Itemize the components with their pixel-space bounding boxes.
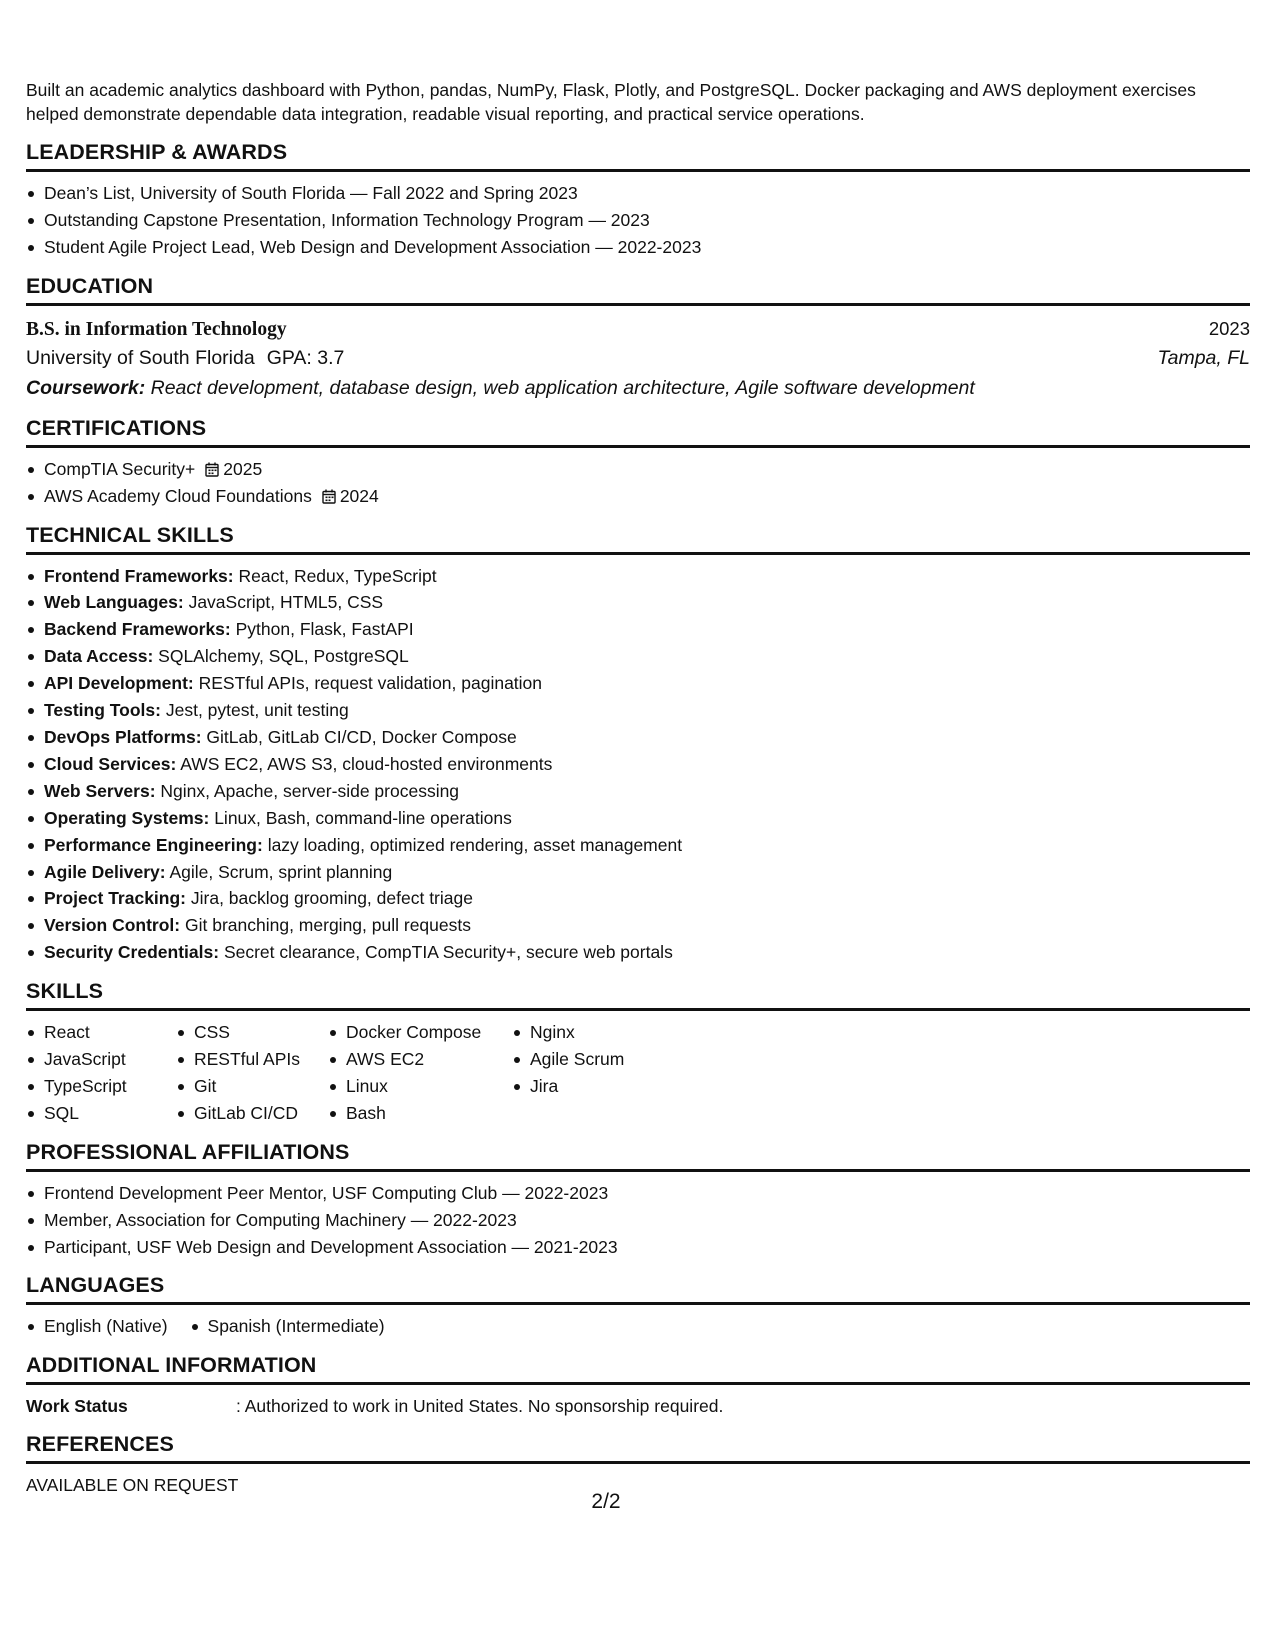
skill-category: Cloud Services:: [44, 753, 177, 774]
list-item: [44, 859, 1250, 886]
section-title-skills: SKILLS: [26, 977, 1250, 1011]
skill-category: Version Control:: [44, 915, 181, 936]
list-item: [44, 697, 1250, 724]
skill-category: Backend Frameworks:: [44, 619, 231, 640]
calendar-icon: [205, 462, 219, 477]
skill-category: Security Credentials:: [44, 942, 220, 963]
coursework: [26, 373, 1250, 403]
skill-values: SQLAlchemy, SQL, PostgreSQL: [158, 646, 409, 667]
list-item: Spanish (Intermediate): [208, 1313, 385, 1340]
list-item: [44, 912, 1250, 939]
list-item: [44, 670, 1250, 697]
languages-section: [26, 1271, 1250, 1340]
list-item: Jira: [530, 1073, 670, 1100]
list-item: [44, 724, 1250, 751]
list-item: Frontend Development Peer Mentor, USF Computing Club — 2022-2023: [44, 1180, 1250, 1207]
skill-category: Data Access:: [44, 646, 154, 667]
gpa: GPA: 3.7: [266, 346, 345, 369]
list-item: JavaScript: [44, 1046, 170, 1073]
certification-year: 2024: [339, 485, 379, 506]
list-item: Outstanding Capstone Presentation, Information Technology Program — 2023: [44, 207, 1250, 234]
skill-category: Testing Tools:: [44, 700, 161, 721]
list-item: [44, 589, 1250, 616]
skills-section: [26, 977, 1250, 1127]
skill-values: Linux, Bash, command-line operations: [214, 807, 512, 828]
list-item: [44, 805, 1250, 832]
skill-category: Frontend Frameworks:: [44, 565, 234, 586]
degree-row: [26, 314, 1250, 344]
school-row: [26, 344, 1250, 373]
page-number: 2/2: [591, 1490, 621, 1513]
skill-values: GitLab, GitLab CI/CD, Docker Compose: [206, 726, 517, 747]
skills-column: [176, 1019, 322, 1127]
additional-info-section: [26, 1351, 1250, 1419]
affiliations-section: [26, 1138, 1250, 1261]
certification-name: AWS Academy Cloud Foundations: [44, 485, 312, 506]
section-title-leadership: LEADERSHIP & AWARDS: [26, 138, 1250, 172]
list-item: [44, 778, 1250, 805]
education-section: [26, 272, 1250, 403]
list-item: Member, Association for Computing Machinery — 2022-2023: [44, 1207, 1250, 1234]
list-item: [44, 563, 1250, 590]
list-item: [44, 643, 1250, 670]
list-item: Participant, USF Web Design and Development Association — 2021-2023: [44, 1234, 1250, 1261]
graduation-year: 2023: [1208, 317, 1250, 339]
leadership-list: [26, 180, 1250, 261]
section-title-certifications: CERTIFICATIONS: [26, 414, 1250, 448]
skill-values: React, Redux, TypeScript: [238, 565, 437, 586]
school-location: Tampa, FL: [1157, 346, 1250, 369]
coursework-text: React development, database design, web application architecture, Agile software development: [150, 376, 975, 399]
section-title-additional: ADDITIONAL INFORMATION: [26, 1351, 1250, 1385]
resume-page: [26, 78, 1250, 1509]
skill-category: API Development:: [44, 673, 194, 694]
project-description: Built an academic analytics dashboard with Python, pandas, NumPy, Flask, Plotly, and PostgreSQL. Docker packaging and AWS deployment exercises helped demonstrate dependable data integration, readable visual reporting, and practical service operations.: [26, 80, 1196, 124]
list-item: English (Native): [44, 1313, 168, 1340]
skill-category: Project Tracking:: [44, 888, 186, 909]
school-name: University of South Florida: [26, 346, 255, 369]
section-title-languages: LANGUAGES: [26, 1271, 1250, 1305]
list-item: AWS EC2: [346, 1046, 506, 1073]
list-item: [44, 832, 1250, 859]
skill-values: Jira, backlog grooming, defect triage: [190, 888, 473, 909]
list-item: CSS: [194, 1019, 322, 1046]
list-item: Agile Scrum: [530, 1046, 670, 1073]
list-item: TypeScript: [44, 1073, 170, 1100]
list-item: GitLab CI/CD: [194, 1100, 322, 1127]
skill-values: Git branching, merging, pull requests: [185, 915, 471, 936]
list-item: Nginx: [530, 1019, 670, 1046]
list-item: React: [44, 1019, 170, 1046]
skill-values: AWS EC2, AWS S3, cloud-hosted environments: [180, 753, 553, 774]
skill-values: JavaScript, HTML5, CSS: [188, 592, 384, 613]
skills-column: [512, 1019, 670, 1127]
certifications-section: [26, 414, 1250, 510]
work-status-label: Work Status: [26, 1396, 128, 1417]
skill-category: Operating Systems:: [44, 807, 210, 828]
skill-values: lazy loading, optimized rendering, asset management: [267, 834, 683, 855]
references-text: AVAILABLE ON REQUEST: [26, 1475, 239, 1496]
skill-values: Python, Flask, FastAPI: [235, 619, 414, 640]
affiliations-list: [26, 1180, 1250, 1261]
skill-category: Performance Engineering:: [44, 834, 263, 855]
languages-list: [26, 1313, 1250, 1340]
section-title-references: REFERENCES: [26, 1430, 1250, 1464]
list-item: SQL: [44, 1100, 170, 1127]
certification-name: CompTIA Security+: [44, 458, 196, 479]
list-item: Student Agile Project Lead, Web Design and Development Association — 2022-2023: [44, 234, 1250, 261]
leadership-section: [26, 138, 1250, 261]
school-info: [26, 344, 344, 373]
certification-year: 2025: [223, 458, 263, 479]
skill-category: DevOps Platforms:: [44, 726, 202, 747]
coursework-label: Coursework:: [26, 376, 146, 399]
section-title-education: EDUCATION: [26, 272, 1250, 306]
skill-values: Nginx, Apache, server-side processing: [160, 780, 460, 801]
list-item: Bash: [346, 1100, 506, 1127]
skill-category: Web Servers:: [44, 780, 156, 801]
technical-skills-section: [26, 521, 1250, 967]
list-item: Linux: [346, 1073, 506, 1100]
calendar-icon: [322, 489, 336, 504]
certifications-list: [26, 456, 1250, 510]
skills-columns: [26, 1019, 1250, 1127]
list-item: [44, 483, 1250, 510]
skill-category: Agile Delivery:: [44, 861, 166, 882]
work-status-value: : Authorized to work in United States. No sponsorship required.: [236, 1396, 724, 1417]
references-section: [26, 1430, 1250, 1498]
list-item: [44, 939, 1250, 966]
skills-column: [26, 1019, 170, 1127]
list-item: [44, 616, 1250, 643]
skill-values: Secret clearance, CompTIA Security+, secure web portals: [223, 942, 673, 963]
section-title-technical-skills: TECHNICAL SKILLS: [26, 521, 1250, 555]
skill-values: Agile, Scrum, sprint planning: [169, 861, 393, 882]
list-item: Dean’s List, University of South Florida — Fall 2022 and Spring 2023: [44, 180, 1250, 207]
list-item: [44, 751, 1250, 778]
list-item: Git: [194, 1073, 322, 1100]
skill-values: Jest, pytest, unit testing: [165, 700, 349, 721]
list-item: [44, 456, 1250, 483]
skills-column: [328, 1019, 506, 1127]
skill-category: Web Languages:: [44, 592, 184, 613]
technical-skills-list: [26, 563, 1250, 967]
degree: B.S. in Information Technology: [26, 318, 287, 340]
skill-values: RESTful APIs, request validation, pagination: [198, 673, 543, 694]
list-item: RESTful APIs: [194, 1046, 322, 1073]
section-title-affiliations: PROFESSIONAL AFFILIATIONS: [26, 1138, 1250, 1172]
list-item: [44, 885, 1250, 912]
work-status-row: [26, 1393, 1250, 1419]
list-item: Docker Compose: [346, 1019, 506, 1046]
